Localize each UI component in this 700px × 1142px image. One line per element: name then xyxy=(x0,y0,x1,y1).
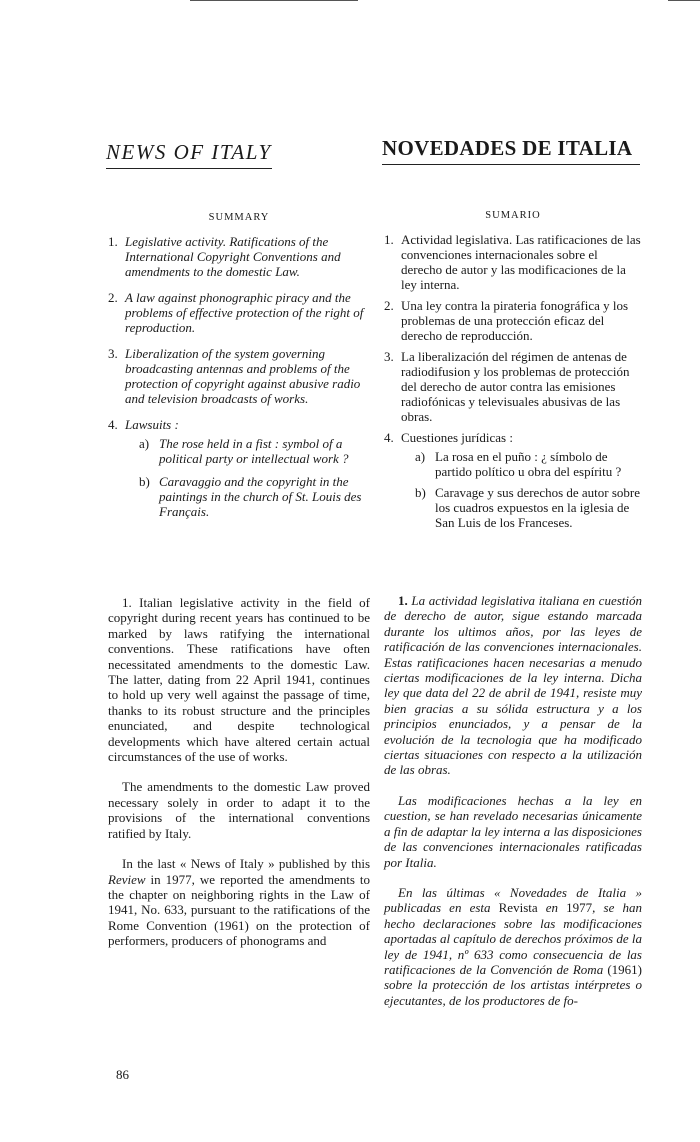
paragraph-en-1: 1. Italian legislative activity in the field of copyright during recent years has continued to be marked by laws ratifying the international conventions. These ratifications have often necessitated amendments to the domestic Law. The latter, dating from 22 April 1941, continues to hold up very well against the passage of time, thanks to its robust structure and the principles enunciated, and despite technological developments which have altered certain actual circumstances of the use of works. xyxy=(108,595,370,765)
header-news-of-italy: NEWS OF ITALY xyxy=(106,140,272,164)
summary-item-es-3: 3. La liberalización del régimen de antenas de radiodifusion y los problemas de protección del derecho de autor contra las emisiones radiofónicas y televisuales abusivas de las obras. xyxy=(384,349,630,424)
summary-subitem-es-b: b) Caravage y sus derechos de autor sobre los cuadros expuestos en la iglesia de San Luis de los Franceses. xyxy=(415,485,641,530)
summary-item-text: Legislative activity. Ratifications of the International Copyright Conventions and amendments to the domestic Law. xyxy=(125,234,341,279)
summary-item-text: Liberalization of the system governing broadcasting antennas and problems of the protection of copyright against abusive radio and television broadcasts of works. xyxy=(125,346,361,406)
summary-subitem-en-a: a) The rose held in a fist : symbol of a political party or intellectual work ? xyxy=(139,436,349,466)
summary-title-en: SUMMARY xyxy=(208,212,270,223)
summary-item-en-4: 4. Lawsuits : a) The rose held in a fist : symbol of a political party or intellectual work ? b) Caravaggio and the copyright in the paintings in the church of St. Louis des Français. xyxy=(108,417,370,519)
paragraph-en-2: The amendments to the domestic Law proved necessary solely in order to adapt it to the provisions of the international conventions ratified by Italy. xyxy=(108,779,370,841)
body-text-en xyxy=(108,595,370,964)
summary-item-text: A law against phonographic piracy and the problems of effective protection of the right of reproduction. xyxy=(125,290,364,335)
summary-item-text: Una ley contra la pirateria fonográfica y los problemas de una protección eficaz del derecho de reproducción. xyxy=(401,298,629,343)
paragraph-es-3: En las últimas « Novedades de Italia » publicadas en esta Revista en 1977, se han hecho declaraciones sobre las modificaciones aportadas al capítulo de derechos próximos de la ley de 1941, nº 633 como consecuencia de las ratificaciones de la Convención de Roma (1961) sobre la protección de los artistas intérpretes o ejecutantes, de los productores de fo- xyxy=(384,884,642,1008)
top-border-left xyxy=(190,0,358,1)
summary-item-es-2: 2. Una ley contra la pirateria fonográfica y los problemas de una protección eficaz del derecho de reproducción. xyxy=(384,298,629,343)
summary-item-text: Lawsuits : xyxy=(125,417,179,432)
paragraph-es-2: Las modificaciones hechas a la ley en cuestion, se han revelado necesarias únicamente a fin de adaptar la ley interna a las disposiciones de las convenciones internacionales ratificadas por Italia. xyxy=(384,792,642,870)
summary-item-text: Actividad legislativa. Las ratificaciones de las convenciones internacionales sobre el derecho de autor y las modificaciones de la ley interna. xyxy=(401,232,641,292)
summary-item-en-1: 1. Legislative activity. Ratifications of the International Copyright Conventions and amendments to the domestic Law. xyxy=(108,234,341,279)
header-novedades-de-italia: NOVEDADES DE ITALIA xyxy=(382,136,633,160)
summary-title-es: SUMARIO xyxy=(485,210,541,221)
summary-item-es-1: 1. Actividad legislativa. Las ratificaciones de las convenciones internacionales sobre el derecho de autor y las modificaciones de la ley interna. xyxy=(384,232,641,292)
summary-item-text: Cuestiones jurídicas : xyxy=(401,430,513,445)
paragraph-es-1: 1. La actividad legislativa italiana en cuestión de derecho de autor, sigue estando marcada durante los ultimos años, por las leyes de ratificación de las convenciones internacionales. Estas ratificaciones hacen necesarias a menudo ciertas modificaciones de la ley interna. Dicha ley que data del 22 de abril de 1941, resiste muy bien gracias a su sólida estructura y a los principios enunciados, y a pensar de la evolución de la tecnologia que ha modificado ciertas situaciones con respecto a la utilización de las obras. xyxy=(384,593,642,778)
paragraph-en-3: In the last « News of Italy » published by this Review in 1977, we reported the amendments to the chapter on neighboring rights in the Law of 1941, No. 633, pursuant to the ratifications of the Rome Convention (1961) on the protection of performers, producers of phonograms and xyxy=(108,856,370,949)
summary-item-es-4: 4. Cuestiones jurídicas : a) La rosa en el puño : ¿ símbolo de partido político u obra del espíritu ? b) Caravage y sus derechos de autor sobre los cuadros expuestos en la iglesia de San Luis de los Franceses. xyxy=(384,430,641,530)
body-text-es xyxy=(384,593,642,1023)
header-rule xyxy=(382,164,640,165)
summary-item-en-3: 3. Liberalization of the system governing broadcasting antennas and problems of the protection of copyright against abusive radio and television broadcasts of works. xyxy=(108,346,361,406)
summary-subitem-es-a: a) La rosa en el puño : ¿ símbolo de partido político u obra del espíritu ? xyxy=(415,449,622,479)
page-number: 86 xyxy=(116,1067,129,1082)
summary-list-es xyxy=(384,232,642,536)
summary-item-text: La liberalización del régimen de antenas de radiodifusion y los problemas de protección del derecho de autor contra las emisiones radiofónicas y televisuales abusivas de las obras. xyxy=(401,349,630,424)
summary-item-en-2: 2. A law against phonographic piracy and the problems of effective protection of the right of reproduction. xyxy=(108,290,364,335)
top-border-right xyxy=(668,0,700,1)
summary-list-en xyxy=(108,234,370,530)
summary-subitem-en-b: b) Caravaggio and the copyright in the paintings in the church of St. Louis des Français. xyxy=(139,474,362,519)
